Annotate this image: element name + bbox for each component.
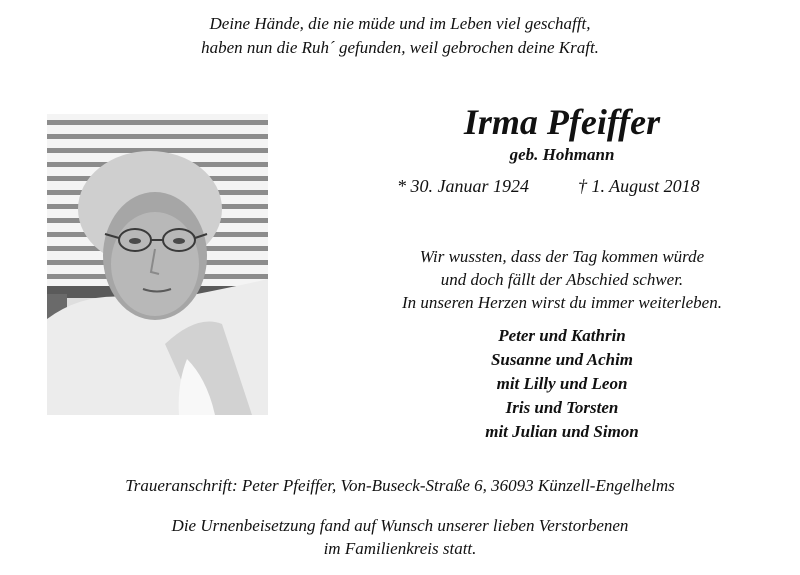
mourner-entry: mit Julian und Simon xyxy=(485,422,639,441)
farewell-verse-line: und doch fällt der Abschied schwer. xyxy=(440,270,684,289)
farewell-verse-line: In unseren Herzen wirst du immer weiterleben. xyxy=(402,293,722,312)
portrait-photo xyxy=(47,114,268,415)
opening-verse-line: Deine Hände, die nie müde und im Leben viel geschafft, xyxy=(209,14,591,33)
death-date: † 1. August 2018 xyxy=(578,176,700,196)
mourners-list xyxy=(362,324,762,444)
burial-notice xyxy=(0,514,800,560)
farewell-verse xyxy=(362,245,762,314)
mourner-entry: Iris und Torsten xyxy=(505,398,619,417)
maiden-name: geb. Hohmann xyxy=(509,145,615,164)
deceased-name: Irma Pfeiffer xyxy=(463,102,661,142)
birth-date: * 30. Januar 1924 xyxy=(397,176,529,196)
opening-verse xyxy=(0,12,800,60)
portrait-image xyxy=(47,114,268,415)
burial-notice-line: Die Urnenbeisetzung fand auf Wunsch unserer lieben Verstorbenen xyxy=(171,516,629,535)
mourner-entry: Susanne und Achim xyxy=(490,350,634,369)
burial-notice-line: im Familienkreis statt. xyxy=(323,539,477,558)
mourner-entry: mit Lilly und Leon xyxy=(496,374,628,393)
opening-verse-line: haben nun die Ruh´ gefunden, weil gebrochen deine Kraft. xyxy=(201,38,599,57)
farewell-verse-line: Wir wussten, dass der Tag kommen würde xyxy=(419,247,705,266)
mourner-entry: Peter und Kathrin xyxy=(498,326,626,345)
mourning-address: Traueranschrift: Peter Pfeiffer, Von-Buseck-Straße 6, 36093 Künzell-Engelhelms xyxy=(125,476,675,495)
